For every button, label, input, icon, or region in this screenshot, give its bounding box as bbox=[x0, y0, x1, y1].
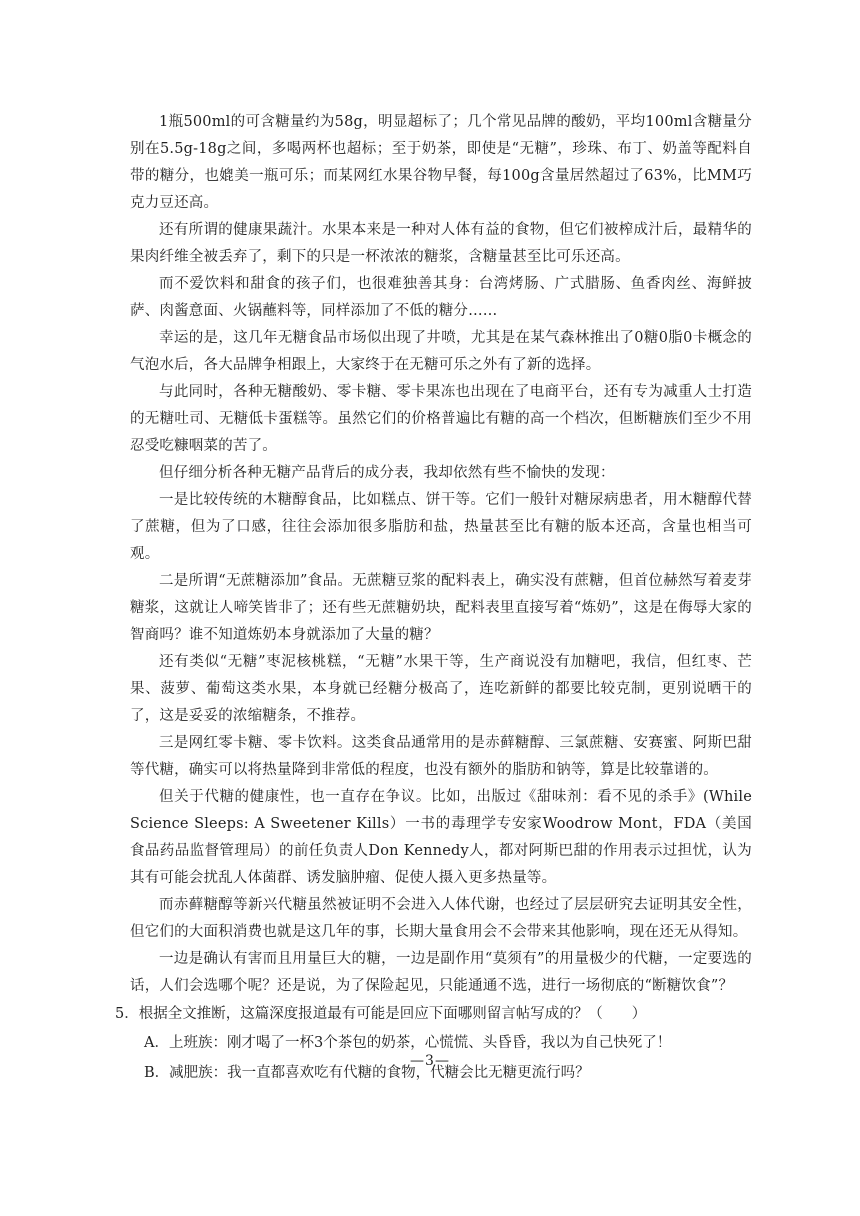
paragraph-12: 而赤藓糖醇等新兴代糖虽然被证明不会进入人体代谢，也经过了层层研究去证明其安全性，但它们的大面积消费也就是这几年的事，长期大量食用会不会带来其他影响，现在还无从得知。 bbox=[130, 897, 752, 940]
article-body bbox=[115, 109, 752, 1088]
paragraph-11: 但关于代糖的健康性，也一直存在争议。比如，出版过《甜味剂：看不见的杀手》(While Science Sleeps: A Sweetener Kills）一书的毒理学专安家Woodrow Mont，FDA（美国食品药品监督管理局）的前任负责人Don Kennedy人，都对阿斯巴甜的作用表示过担忧，认为其有可能会扰乱人体菌群、诱发脑肿瘤、促使人摄入更多热量等。 bbox=[130, 789, 752, 886]
question-stem: 5．根据全文推断，这篇深度报道最有可能是回应下面哪则留言帖写成的？（ ） bbox=[115, 1006, 647, 1022]
paragraph-13: 一边是确认有害而且用量巨大的糖，一边是副作用“莫须有”的用量极少的代糖，一定要选的话，人们会选哪个呢？还是说，为了保险起见，只能通通不选，进行一场彻底的“断糖饮食”？ bbox=[130, 951, 752, 994]
option-b: B．减肥族：我一直都喜欢吃有代糖的食物，代糖会比无糖更流行吗？ bbox=[144, 1065, 590, 1081]
paragraph-9: 还有类似“无糖”枣泥核桃糕，“无糖”水果干等，生产商说没有加糖吧，我信，但红枣、芒果、菠萝、葡萄这类水果，本身就已经糖分极高了，连吃新鲜的都要比较克制，更别说晒干的了，这是妥妥的浓缩糖条，不推荐。 bbox=[130, 654, 752, 724]
paragraph-7: 一是比较传统的木糖醇食品，比如糕点、饼干等。它们一般针对糖尿病患者，用木糖醇代替了蔗糖，但为了口感，往往会添加很多脂肪和盐，热量甚至比有糖的版本还高，含量也相当可观。 bbox=[130, 492, 752, 562]
paragraph-6: 但仔细分析各种无糖产品背后的成分表，我却依然有些不愉快的发现： bbox=[159, 465, 615, 481]
page-number: —3— bbox=[410, 1053, 450, 1069]
paragraph-5: 与此同时，各种无糖酸奶、零卡糖、零卡果冻也出现在了电商平台，还有专为减重人士打造的无糖吐司、无糖低卡蛋糕等。虽然它们的价格普遍比有糖的高一个档次，但断糖族们至少不用忍受吃糠咽菜的苦了。 bbox=[130, 384, 752, 454]
paragraph-10: 三是网红零卡糖、零卡饮料。这类食品通常用的是赤藓糖醇、三氯蔗糖、安赛蜜、阿斯巴甜等代糖，确实可以将热量降到非常低的程度，也没有额外的脂肪和钠等，算是比较靠谱的。 bbox=[130, 735, 752, 778]
paragraph-1: 1瓶500ml的可含糖量约为58g，明显超标了；几个常见品牌的酸奶，平均100ml含糖量分别在5.5g-18g之间，多喝两杯也超标；至于奶茶，即使是“无糖”，珍珠、布丁、奶盖等配料自带的糖分，也媲美一瓶可乐；而某网红水果谷物早餐，每100g含量居然超过了63%，比MM巧克力豆还高。 bbox=[130, 114, 752, 211]
paragraph-3: 而不爱饮料和甜食的孩子们，也很难独善其身：台湾烤肠、广式腊肠、鱼香肉丝、海鲜披萨、肉酱意面、火锅蘸料等，同样添加了不低的糖分…… bbox=[130, 276, 752, 319]
paragraph-2: 还有所谓的健康果蔬汁。水果本来是一种对人体有益的食物，但它们被榨成汁后，最精华的果肉纤维全被丢弃了，剩下的只是一杯浓浓的糖浆，含糖量甚至比可乐还高。 bbox=[130, 222, 752, 265]
paragraph-4: 幸运的是，这几年无糖食品市场似出现了井喷，尤其是在某气森林推出了0糖0脂0卡概念的气泡水后，各大品牌争相跟上，大家终于在无糖可乐之外有了新的选择。 bbox=[130, 330, 752, 373]
option-a: A．上班族：刚才喝了一杯3个茶包的奶茶，心慌慌、头昏昏，我以为自己快死了！ bbox=[144, 1035, 672, 1051]
paragraph-8: 二是所谓“无蔗糖添加”食品。无蔗糖豆浆的配料表上，确实没有蔗糖，但首位赫然写着麦芽糖浆，这就让人啼笑皆非了；还有些无蔗糖奶块，配料表里直接写着“炼奶”，这是在侮辱大家的智商吗？谁不知道炼奶本身就添加了大量的糖？ bbox=[130, 573, 752, 643]
